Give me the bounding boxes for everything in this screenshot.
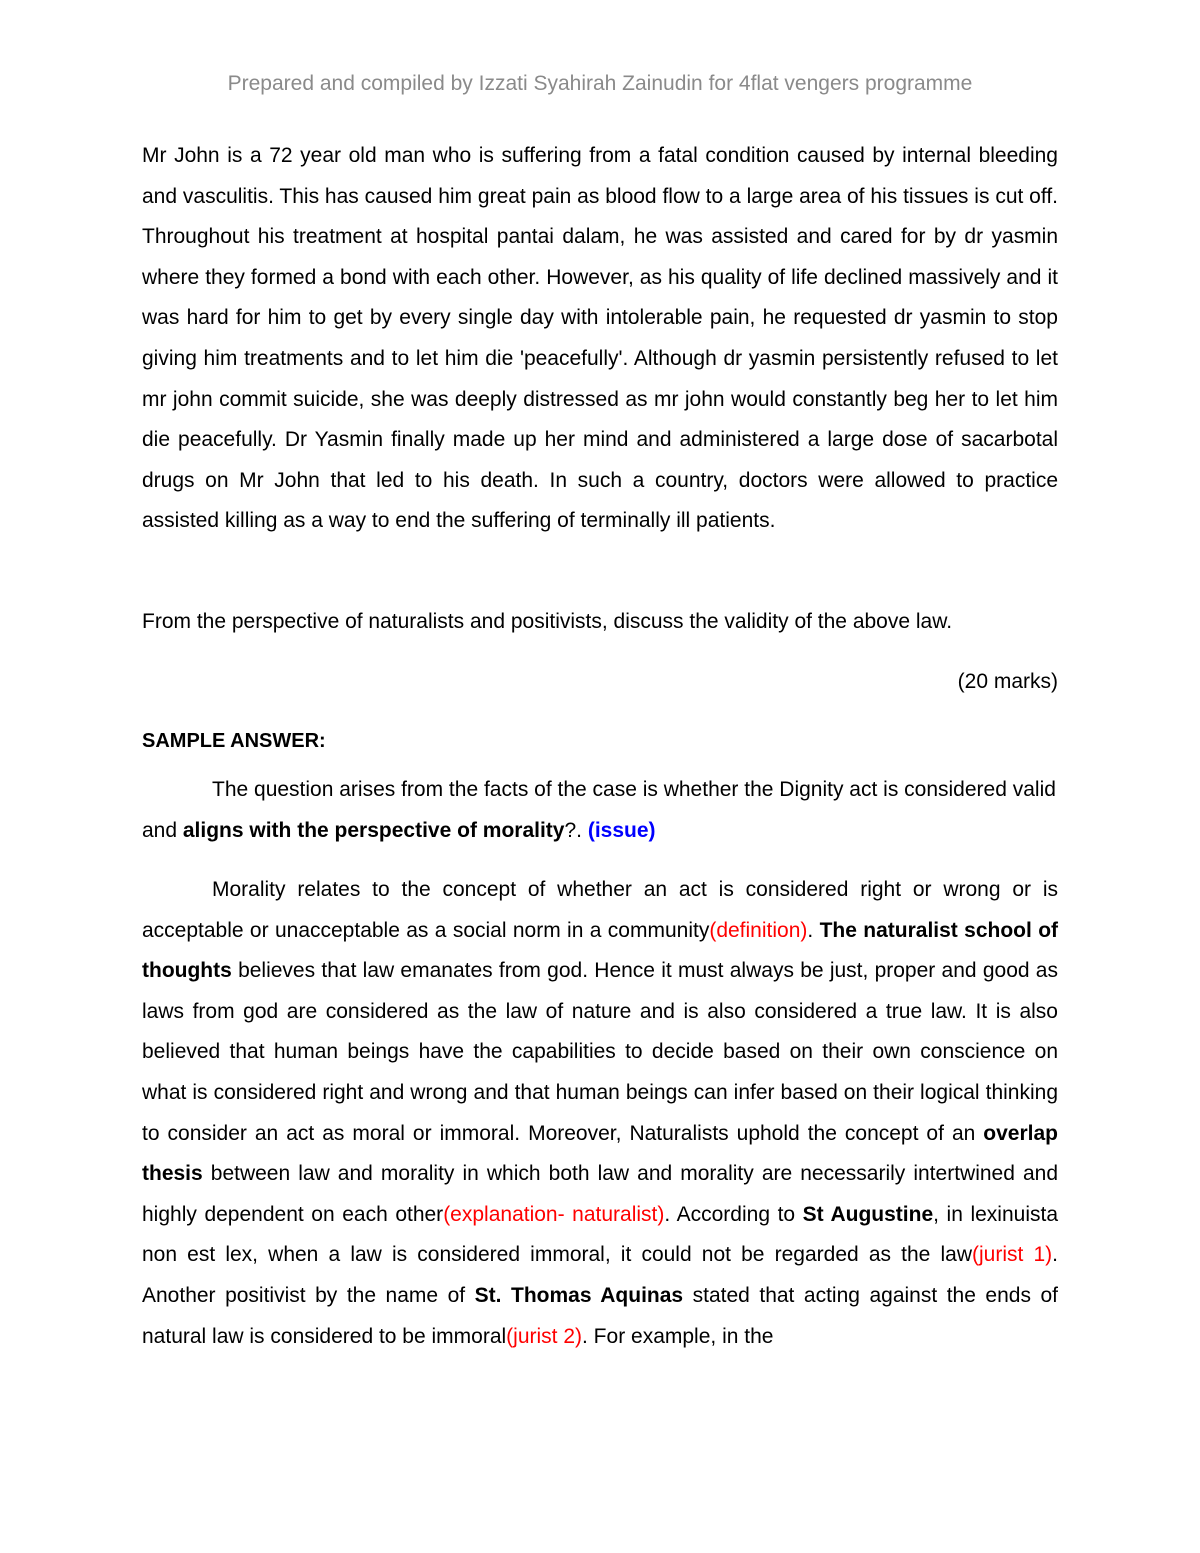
body-text-7: . Another positivist by the name of bbox=[142, 1243, 1059, 1307]
explanation-tag: (explanation- naturalist) bbox=[443, 1202, 665, 1226]
issue-tag: (issue) bbox=[587, 818, 656, 842]
overlap-thesis-bold: overlap thesis bbox=[142, 1121, 1058, 1186]
issue-paragraph bbox=[142, 770, 1058, 851]
sample-answer-heading: SAMPLE ANSWER: bbox=[142, 730, 326, 752]
naturalist-school-bold: The naturalist school of thoughts bbox=[142, 918, 1059, 983]
body-text-6: , in lexinuista non est lex, when a law is considered immoral, it could not be regarded as the law bbox=[142, 1202, 1058, 1267]
question-scenario: Mr John is a 72 year old man who is suffering from a fatal condition caused by internal bleeding and vasculitis. This has caused him great pain as blood flow to a large area of his tissues is cut off. Throughout his treatment at hospital pantai dalam, he was assisted and cared for by dr yasmin where they formed a bond with each other. However, as his quality of life declined massively and it was hard for him to get by every single day with intolerable pain, he requested dr yasmin to stop giving him treatments and to let him die 'peacefully'. Although dr yasmin persistently refused to let mr john commit suicide, she was deeply distressed as mr john would constantly beg her to let him die peacefully. Dr Yasmin finally made up her mind and administered a large dose of sacarbotal drugs on Mr John that led to his death. In such a country, doctors were allowed to practice assisted killing as a way to end the suffering of terminally ill patients. bbox=[142, 144, 1058, 533]
body-text-5: . According to bbox=[664, 1202, 803, 1226]
body-text-4: between law and morality in which both law and morality are necessarily intertwined and highly dependent on each other bbox=[142, 1162, 1058, 1226]
question-prompt: From the perspective of naturalists and positivists, discuss the validity of the above law. bbox=[142, 610, 953, 633]
st-thomas-aquinas-bold: St. Thomas Aquinas bbox=[474, 1283, 684, 1307]
jurist1-tag: (jurist 1) bbox=[972, 1243, 1053, 1267]
body-text-9: . For example, in the bbox=[582, 1324, 774, 1348]
answer-body-paragraph bbox=[142, 870, 1058, 1357]
jurist2-tag: (jurist 2) bbox=[506, 1324, 583, 1348]
issue-text: The question arises from the facts of the case is whether the Dignity act is considered valid and bbox=[142, 778, 1056, 842]
definition-tag: (definition) bbox=[709, 918, 808, 942]
marks-label: (20 marks) bbox=[957, 670, 1058, 693]
st-augustine-bold: St Augustine bbox=[802, 1202, 934, 1226]
page-header: Prepared and compiled by Izzati Syahirah Zainudin for 4flat vengers programme bbox=[227, 72, 973, 95]
body-text-2: . bbox=[807, 918, 820, 942]
body-text-1: Morality relates to the concept of whether an act is considered right or wrong or is acceptable or unacceptable as a social norm in a community bbox=[142, 878, 1058, 942]
issue-text-end: ?. bbox=[564, 818, 588, 842]
body-text-3: believes that law emanates from god. Hence it must always be just, proper and good as laws from god are considered as the law of nature and is also considered a true law. It is also believed that human beings have the capabilities to decide based on their own conscience on what is considered right and wrong and that human beings can infer based on their logical thinking to consider an act as moral or immoral. Moreover, Naturalists uphold the concept of an bbox=[142, 959, 1058, 1145]
body-text-8: stated that acting against the ends of natural law is considered to be immoral bbox=[142, 1283, 1059, 1348]
issue-bold-phrase: aligns with the perspective of morality bbox=[182, 818, 565, 842]
